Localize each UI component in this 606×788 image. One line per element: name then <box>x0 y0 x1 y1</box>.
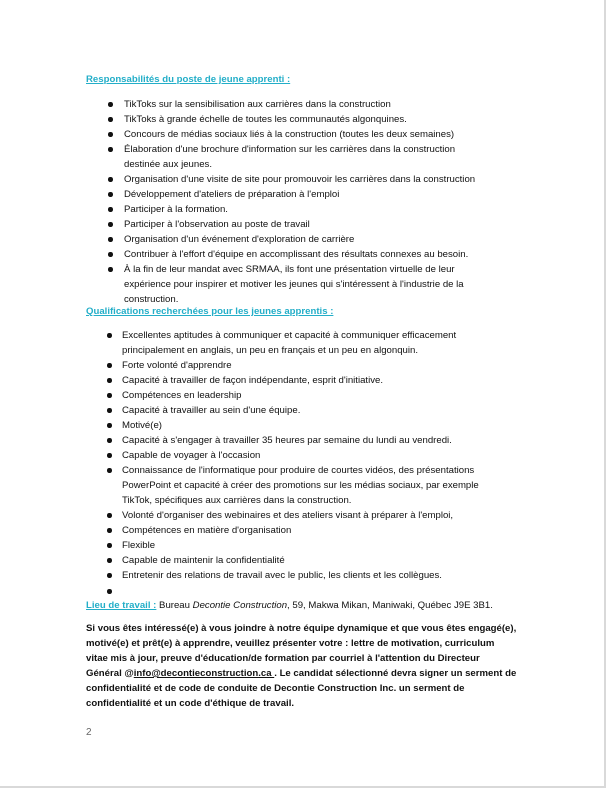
list-item-text: TikTok, spécifiques aux carrières dans la construction. <box>122 495 352 506</box>
email-link[interactable]: info@decontieconstruction.ca <box>133 668 275 679</box>
work-location-label: Lieu de travail : <box>86 600 157 611</box>
list-item-text: À la fin de leur mandat avec SRMAA, ils font une présentation virtuelle de leur <box>124 264 455 275</box>
list-item-text: TikToks à grande échelle de toutes les communautés algonquines. <box>124 114 407 125</box>
bullet-icon <box>107 528 112 533</box>
list-item-text: Compétences en leadership <box>122 390 242 401</box>
bullet-icon <box>108 222 113 227</box>
application-paragraph <box>86 621 516 711</box>
work-location <box>86 600 493 611</box>
list-item-text: principalement en anglais, un peu en français et un peu en algonquin. <box>122 345 419 356</box>
list-item-text: Capable de voyager à l'occasion <box>122 450 261 461</box>
list-item-text: Forte volonté d'apprendre <box>122 360 232 371</box>
list-item-text: Participer à l'observation au poste de travail <box>124 219 310 230</box>
bullet-icon <box>108 177 113 182</box>
bullet-icon <box>107 543 112 548</box>
list-item-text: Participer à la formation. <box>124 204 228 215</box>
bullet-icon <box>108 237 113 242</box>
application-line: confidentialité et un code d'éthique de travail. <box>86 698 295 709</box>
bullet-icon <box>107 423 112 428</box>
qualifications-heading: Qualifications recherchées pour les jeunes apprentis : <box>86 306 334 317</box>
application-line: confidentialité et de code de conduite de Decontie Construction Inc. un serment de <box>86 683 465 694</box>
bullet-icon <box>107 408 112 413</box>
bullet-icon <box>107 453 112 458</box>
list-item-text: Entretenir des relations de travail avec le public, les clients et les collègues. <box>122 570 442 581</box>
bullet-icon <box>107 438 112 443</box>
bullet-icon <box>107 333 112 338</box>
responsibilities-heading: Responsabilités du poste de jeune apprenti : <box>86 74 291 85</box>
application-line: Si vous êtes intéressé(e) à vous joindre à notre équipe dynamique et que vous êtes engagé(e), <box>86 623 517 634</box>
work-location-address: , 59, Makwa Mikan, Maniwaki, Québec J9E 3B1. <box>287 600 493 611</box>
company-name: Decontie Construction <box>192 600 288 611</box>
list-item-text: Capacité à travailler de façon indépendante, esprit d'initiative. <box>122 375 384 386</box>
list-item-text: Capacité à s'engager à travailler 35 heures par semaine du lundi au vendredi. <box>122 435 452 446</box>
application-line: vitae mis à jour, preuve d'éducation/de formation par courriel à l'attention du Directeur <box>86 653 480 664</box>
bullet-icon <box>107 393 112 398</box>
application-line-email <box>86 666 516 681</box>
bullet-icon <box>107 378 112 383</box>
bullet-icon <box>108 132 113 137</box>
bullet-icon <box>107 513 112 518</box>
list-item-text: expérience pour inspirer et motiver les jeunes qui s'intéressent à l'industrie de la <box>124 279 464 290</box>
list-item-text: Capacité à travailler au sein d'une équipe. <box>122 405 301 416</box>
list-item-text: Compétences en matière d'organisation <box>122 525 292 536</box>
list-item-text: Organisation d'une visite de site pour promouvoir les carrières dans la construction <box>124 174 476 185</box>
bullet-icon <box>108 147 113 152</box>
list-item-text: Élaboration d'une brochure d'information sur les carrières dans la construction <box>124 144 456 155</box>
bullet-icon <box>107 573 112 578</box>
page-number: 2 <box>86 727 92 738</box>
bullet-icon <box>107 468 112 473</box>
list-item-text: Excellentes aptitudes à communiquer et capacité à communiquer efficacement <box>122 330 457 341</box>
list-item-text: PowerPoint et capacité à créer des promotions sur les médias sociaux, par exemple <box>122 480 479 491</box>
list-item-text: Contribuer à l'effort d'équipe en accomplissant des résultats connexes au besoin. <box>124 249 469 260</box>
bullet-icon <box>107 558 112 563</box>
list-item-text: Connaissance de l'informatique pour produire de courtes vidéos, des présentations <box>122 465 475 476</box>
bullet-icon <box>108 117 113 122</box>
list-item-text: Flexible <box>122 540 156 551</box>
list-item-text: Organisation d'un événement d'exploration de carrière <box>124 234 355 245</box>
bullet-icon <box>108 252 113 257</box>
list-item-text: Concours de médias sociaux liés à la construction (toutes les deux semaines) <box>124 129 455 140</box>
bullet-icon <box>107 589 112 594</box>
list-item-text: construction. <box>124 294 179 305</box>
application-line: motivé(e) et prêt(e) à apprendre, veuillez présenter votre : lettre de motivation, curriculum <box>86 638 495 649</box>
list-item-text: Capable de maintenir la confidentialité <box>122 555 285 566</box>
bullet-icon <box>108 102 113 107</box>
application-email-prefix: Général @ <box>86 668 134 679</box>
list-item-text: Développement d'ateliers de préparation à l'emploi <box>124 189 340 200</box>
bullet-icon <box>108 192 113 197</box>
list-item-text: Motivé(e) <box>122 420 162 431</box>
bullet-icon <box>108 267 113 272</box>
list-item-text: destinée aux jeunes. <box>124 159 213 170</box>
list-item-text: Volonté d'organiser des webinaires et des ateliers visant à préparer à l'emploi, <box>122 510 454 521</box>
bullet-icon <box>107 363 112 368</box>
bullet-icon <box>108 207 113 212</box>
application-email-suffix: . Le candidat sélectionné devra signer un serment de <box>274 668 517 679</box>
work-location-prefix: Bureau <box>156 600 193 611</box>
list-item-text: TikToks sur la sensibilisation aux carrières dans la construction <box>124 99 391 110</box>
